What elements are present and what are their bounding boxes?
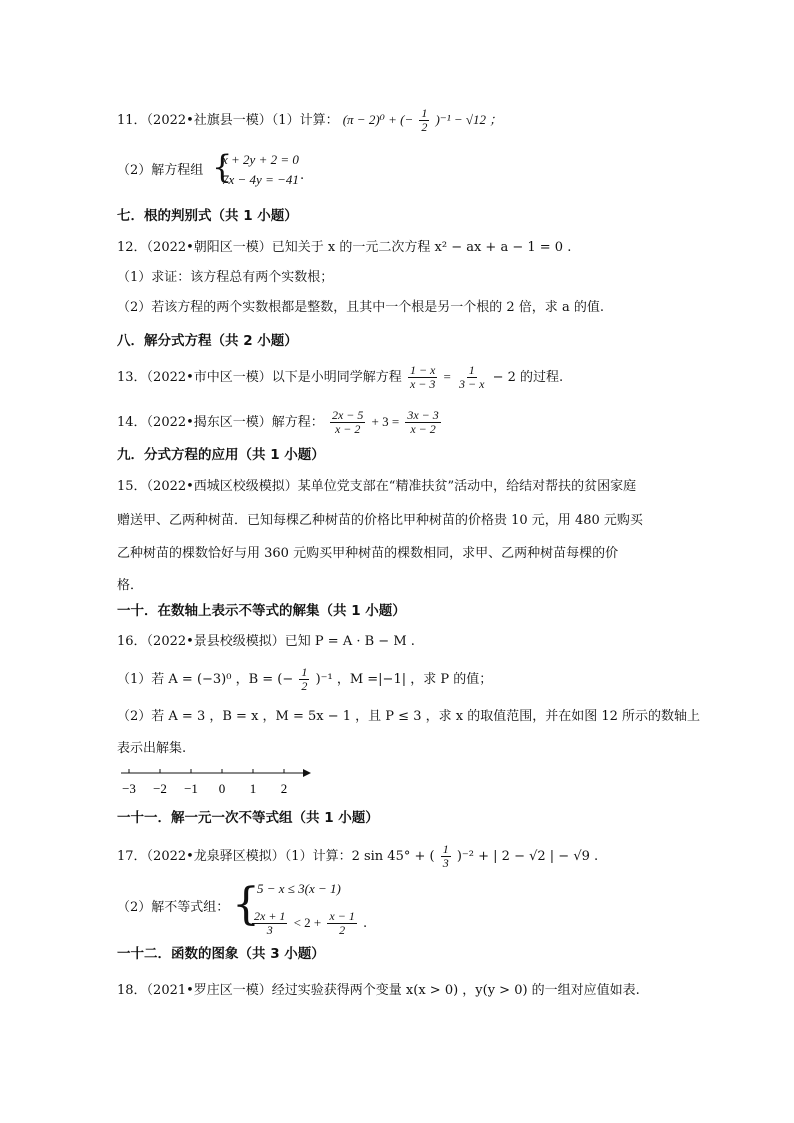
q15-line1: 15．（2022•西城区校级模拟）某单位党支部在“精准扶贫”活动中，给结对帮扶的贫困家庭	[117, 479, 637, 494]
q17-line1-b: )⁻² + | 2 − √2 | − √9 .	[456, 849, 599, 864]
q14-frac1-den: x − 2	[334, 422, 361, 436]
q14-frac2-den: x − 2	[410, 422, 436, 436]
section-heading-10: 一十．在数轴上表示不等式的解集（共 1 小题）	[117, 603, 406, 619]
q17-end: .	[362, 916, 368, 931]
q17-i2-frac1	[252, 910, 287, 937]
q14-frac2	[405, 409, 440, 436]
q16-line2-b: )⁻¹ ，M =|−1| ，求 P 的值；	[315, 672, 493, 687]
q17-line1	[117, 843, 598, 870]
q11-eq1: x + 2y + 2 = 0	[222, 152, 299, 167]
q12-line2: （1）求证：该方程总有两个实数根；	[117, 270, 334, 285]
q13-line	[117, 364, 563, 391]
q11-frac-num: 1	[421, 106, 428, 120]
q11-line1	[117, 107, 502, 134]
section-heading-9: 九．分式方程的应用（共 1 小题）	[117, 447, 325, 463]
q15-line4: 格．	[117, 578, 144, 593]
number-line-tick-label: −2	[153, 781, 167, 796]
q13-frac1-den: x − 3	[409, 377, 436, 391]
q17-line1-a: 17．（2022•龙泉驿区模拟）（1）计算：2 sin 45° + (	[117, 849, 435, 864]
q16-line1: 16．（2022•景县校级模拟）已知 P = A · B − M .	[117, 634, 415, 649]
q12-line3: （2）若该方程的两个实数根都是整数，且其中一个根是另一个根的 2 倍，求 a 的值.	[117, 300, 604, 315]
number-line-arrow-icon	[303, 769, 311, 777]
q14-frac2-num: 3x − 3	[407, 408, 439, 422]
q17-i2-frac1-den: 3	[266, 923, 273, 937]
q17-i2-frac1-num: 2x + 1	[254, 909, 286, 923]
number-line-tick-label: 2	[280, 781, 288, 796]
q16-line3: （2）若 A = 3 ，B = x ，M = 5x − 1 ，且 P ≤ 3 ，求 x 的取值范围，并在如图 12 所示的数轴上	[117, 709, 701, 724]
q18-line: 18．（2021•罗庄区一模）经过实验获得两个变量 x(x > 0) ，y(y > 0) 的一组对应值如表.	[117, 983, 640, 998]
q13-tail: − 2 的过程.	[492, 370, 564, 385]
q16-line2	[117, 666, 492, 693]
number-line-figure	[117, 764, 317, 800]
q13-prefix: 13．（2022•市中区一模）以下是小明同学解方程	[117, 370, 402, 385]
number-line-tick-label: −1	[184, 781, 198, 796]
q14-mid: + 3 =	[371, 414, 400, 429]
q14-prefix: 14．（2022•揭东区一模）解方程：	[117, 415, 324, 430]
q11-brace: {	[212, 148, 233, 186]
q13-frac2	[457, 364, 486, 391]
q15-line3: 乙种树苗的棵数恰好与用 360 元购买甲种树苗的棵数相同，求甲、乙两种树苗每棵的价	[117, 546, 619, 561]
q13-frac2-den: 3 − x	[459, 377, 485, 391]
section-heading-8: 八．解分式方程（共 2 小题）	[117, 333, 298, 349]
q16-frac-den: 2	[301, 679, 308, 693]
q13-frac1-num: 1 − x	[409, 363, 436, 377]
q16-frac-num: 1	[301, 665, 308, 679]
q17-i2-frac2-num: x − 1	[329, 909, 355, 923]
q17-frac1-den: 3	[442, 856, 449, 870]
q17-i2-mid: < 2 +	[293, 915, 322, 930]
q17-brace: {	[232, 879, 260, 930]
q15-line2: 赠送甲、乙两种树苗．已知每棵乙种树苗的价格比甲种树苗的价格贵 10 元，用 480 元购买	[117, 513, 643, 528]
section-heading-7: 七．根的判别式（共 1 小题）	[117, 208, 298, 224]
q14-frac1	[330, 409, 365, 436]
section-heading-12: 一十二．函数的图象（共 3 小题）	[117, 946, 325, 962]
q16-frac	[299, 666, 309, 693]
q11-eq2: 7x − 4y = −41	[222, 172, 299, 187]
q17-frac1-num: 1	[442, 842, 449, 856]
q17-frac1	[441, 843, 451, 870]
q11-end: .	[300, 168, 305, 183]
q16-line2-a: （1）若 A = (−3)⁰ ，B = (−	[117, 672, 294, 687]
q11-expr: (π − 2)⁰ + (−	[342, 112, 414, 127]
q14-frac1-num: 2x − 5	[331, 408, 364, 422]
q11-prefix: 11．（2022•社旗县一模）（1）计算：	[117, 113, 339, 128]
q17-i2-frac2-den: 2	[339, 923, 346, 937]
q11-part2: （2）解方程组	[117, 163, 204, 178]
number-line-tick-label: 0	[218, 781, 226, 796]
q13-frac1	[408, 364, 437, 391]
q17-inequality2	[250, 910, 367, 937]
q11-expr-tail: )⁻¹ − √12 ；	[435, 112, 503, 127]
q13-frac2-num: 1	[468, 363, 475, 377]
q11-frac-den: 2	[421, 120, 428, 134]
q16-line4: 表示出解集.	[117, 741, 187, 756]
q12-line1: 12．（2022•朝阳区一模）已知关于 x 的一元二次方程 x² − ax + a − 1 = 0 .	[117, 240, 572, 255]
q11-frac	[419, 107, 429, 134]
q11-line2	[117, 161, 203, 181]
q17-line2: （2）解不等式组：	[117, 900, 230, 915]
number-line-tick-label: 1	[249, 781, 257, 796]
number-line-tick-label: −3	[122, 781, 136, 796]
q17-i2-frac2	[327, 910, 356, 937]
section-heading-11: 一十一．解一元一次不等式组（共 1 小题）	[117, 810, 379, 826]
q14-line	[117, 409, 443, 436]
q17-inequality1: 5 − x ≤ 3(x − 1)	[257, 881, 341, 896]
q13-equals: =	[443, 369, 451, 384]
